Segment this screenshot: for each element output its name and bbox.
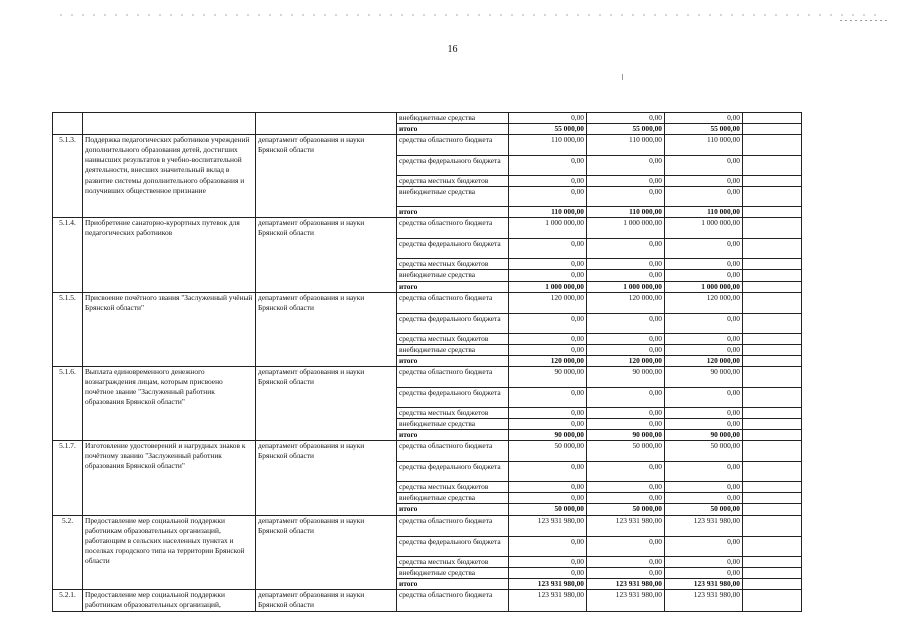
value-cell: 0,00 [665,259,743,270]
funding-source-cell: внебюджетные средства [397,567,509,578]
funding-source-cell: средства местных бюджетов [397,482,509,493]
budget-table-body [53,113,802,612]
item-number-cell: 5.1.7. [53,441,83,515]
value-cell: 50 000,00 [587,441,665,462]
empty-cell [743,567,802,578]
item-name-cell: Предоставление мер социальной поддержки работникам образовательных организаций, [83,589,256,611]
empty-cell [743,556,802,567]
value-cell: 0,00 [509,344,587,355]
value-cell: 120 000,00 [509,292,587,313]
scan-speck [622,74,623,80]
empty-cell [743,124,802,135]
value-cell: 0,00 [665,187,743,207]
funding-source-cell: средства федерального бюджета [397,313,509,333]
empty-cell [743,578,802,589]
value-cell: 50 000,00 [509,441,587,462]
value-cell: 1 000 000,00 [665,218,743,239]
value-cell: 0,00 [509,536,587,556]
empty-cell [743,187,802,207]
empty-cell [743,156,802,176]
empty-cell [743,419,802,430]
executor-cell: департамент образования и науки Брянской области [256,515,397,589]
value-cell: 0,00 [665,333,743,344]
source-row [53,113,802,124]
empty-cell [743,430,802,441]
funding-source-cell: средства местных бюджетов [397,333,509,344]
value-cell: 0,00 [665,567,743,578]
value-cell: 50 000,00 [665,441,743,462]
funding-source-cell: внебюджетные средства [397,270,509,281]
executor-cell: департамент образования и науки Брянской области [256,441,397,515]
item-number-cell: 5.2. [53,515,83,589]
empty-cell [743,366,802,387]
value-cell: 1 000 000,00 [587,281,665,292]
value-cell: 0,00 [587,113,665,124]
value-cell: 123 931 980,00 [587,578,665,589]
value-cell: 0,00 [665,482,743,493]
value-cell: 1 000 000,00 [665,281,743,292]
value-cell: 0,00 [665,462,743,482]
value-cell: 0,00 [587,387,665,407]
item-name-cell: Изготовление удостоверений и нагрудных знаков к почётному званию "Заслуженный работник образования Брянской области" [83,441,256,515]
value-cell: 123 931 980,00 [509,515,587,536]
item-number-cell: 5.1.4. [53,218,83,292]
value-cell: 0,00 [587,344,665,355]
item-row [53,589,802,611]
value-cell: 90 000,00 [509,366,587,387]
source-row [53,135,802,156]
item-number-cell: 5.1.3. [53,135,83,218]
item-number-cell: 5.2.1. [53,589,83,611]
value-cell: 0,00 [509,482,587,493]
value-cell: 0,00 [509,176,587,187]
empty-cell [743,113,802,124]
funding-source-cell: итого [397,578,509,589]
value-cell: 120 000,00 [665,355,743,366]
funding-source-cell: средства областного бюджета [397,292,509,313]
value-cell: 0,00 [509,113,587,124]
value-cell: 0,00 [509,239,587,259]
value-cell: 0,00 [509,156,587,176]
source-row [53,515,802,536]
value-cell: 0,00 [509,387,587,407]
value-cell: 0,00 [665,239,743,259]
executor-cell: департамент образования и науки Брянской области [256,589,397,611]
item-name-cell: Присвоение почётного звания "Заслуженный учёный Брянской области" [83,292,256,366]
value-cell: 0,00 [665,176,743,187]
value-cell: 123 931 980,00 [665,589,743,611]
value-cell: 0,00 [509,493,587,504]
value-cell: 0,00 [665,113,743,124]
value-cell: 50 000,00 [587,504,665,515]
value-cell: 0,00 [587,270,665,281]
funding-source-cell: итого [397,430,509,441]
item-name-cell: Приобретение санаторно-курортных путевок для педагогических работников [83,218,256,292]
value-cell: 0,00 [587,536,665,556]
funding-source-cell: средства местных бюджетов [397,556,509,567]
empty-cell [743,441,802,462]
value-cell: 1 000 000,00 [509,281,587,292]
value-cell: 0,00 [509,187,587,207]
funding-source-cell: итого [397,355,509,366]
empty-cell [743,462,802,482]
value-cell: 120 000,00 [509,355,587,366]
value-cell: 110 000,00 [587,207,665,218]
empty-cell [743,259,802,270]
item-name-cell: Поддержка педагогических работников учреждений дополнительного образования детей, достигших наивысших результатов в учебно-воспитательной деятельности, внесших значительный вклад в развитие системы дополнительного образования и получивших общественное признание [83,135,256,218]
value-cell: 0,00 [587,313,665,333]
funding-source-cell: средства федерального бюджета [397,462,509,482]
value-cell: 110 000,00 [587,135,665,156]
value-cell: 0,00 [665,419,743,430]
value-cell: 0,00 [509,333,587,344]
value-cell: 90 000,00 [509,430,587,441]
item-number-cell [53,113,83,135]
funding-source-cell: средства областного бюджета [397,515,509,536]
value-cell: 123 931 980,00 [665,515,743,536]
value-cell: 90 000,00 [665,430,743,441]
value-cell: 0,00 [509,407,587,418]
value-cell: 0,00 [509,419,587,430]
source-row [53,292,802,313]
funding-source-cell: средства областного бюджета [397,366,509,387]
funding-source-cell: средства федерального бюджета [397,156,509,176]
scan-noise-corner [840,20,890,21]
funding-source-cell: внебюджетные средства [397,419,509,430]
value-cell: 123 931 980,00 [587,589,665,611]
funding-source-cell: средства федерального бюджета [397,387,509,407]
empty-cell [743,292,802,313]
value-cell: 0,00 [665,156,743,176]
value-cell: 0,00 [509,259,587,270]
value-cell: 120 000,00 [587,292,665,313]
funding-source-cell: средства областного бюджета [397,135,509,156]
funding-source-cell: внебюджетные средства [397,187,509,207]
value-cell: 0,00 [587,482,665,493]
funding-source-cell: средства областного бюджета [397,589,509,611]
funding-source-cell: итого [397,124,509,135]
value-cell: 1 000 000,00 [587,218,665,239]
executor-cell: департамент образования и науки Брянской области [256,135,397,218]
funding-source-cell: итого [397,504,509,515]
value-cell: 55 000,00 [587,124,665,135]
executor-cell: департамент образования и науки Брянской области [256,366,397,440]
funding-source-cell: средства местных бюджетов [397,259,509,270]
executor-cell: департамент образования и науки Брянской области [256,292,397,366]
funding-source-cell: средства федерального бюджета [397,239,509,259]
empty-cell [743,589,802,611]
value-cell: 0,00 [587,239,665,259]
value-cell: 123 931 980,00 [665,578,743,589]
empty-cell [743,515,802,536]
value-cell: 90 000,00 [587,430,665,441]
empty-cell [743,135,802,156]
value-cell: 120 000,00 [587,355,665,366]
empty-cell [743,344,802,355]
value-cell: 0,00 [587,493,665,504]
value-cell: 110 000,00 [509,135,587,156]
value-cell: 0,00 [665,556,743,567]
value-cell: 50 000,00 [665,504,743,515]
value-cell: 0,00 [509,270,587,281]
value-cell: 0,00 [665,407,743,418]
value-cell: 0,00 [587,462,665,482]
empty-cell [743,482,802,493]
value-cell: 110 000,00 [665,207,743,218]
value-cell: 0,00 [509,313,587,333]
value-cell: 0,00 [587,259,665,270]
source-row [53,366,802,387]
empty-cell [743,218,802,239]
value-cell: 123 931 980,00 [509,589,587,611]
budget-table [52,112,802,612]
value-cell: 0,00 [587,187,665,207]
source-row [53,441,802,462]
item-name-cell: Выплата единовременного денежного вознаграждения лицам, которым присвоено почётное звание "Заслуженный работник образования Брянской области" [83,366,256,440]
value-cell: 0,00 [665,270,743,281]
page-number: 16 [447,44,458,55]
empty-cell [743,313,802,333]
value-cell: 0,00 [587,419,665,430]
value-cell: 1 000 000,00 [509,218,587,239]
value-cell: 0,00 [665,387,743,407]
item-name-cell [83,113,256,135]
empty-cell [743,270,802,281]
empty-cell [743,493,802,504]
scan-noise-top [60,14,880,16]
value-cell: 0,00 [665,313,743,333]
value-cell: 110 000,00 [509,207,587,218]
funding-source-cell: итого [397,207,509,218]
value-cell: 123 931 980,00 [509,578,587,589]
funding-source-cell: внебюджетные средства [397,344,509,355]
value-cell: 90 000,00 [587,366,665,387]
value-cell: 0,00 [587,333,665,344]
value-cell: 110 000,00 [665,135,743,156]
source-row [53,218,802,239]
empty-cell [743,355,802,366]
value-cell: 0,00 [509,462,587,482]
value-cell: 0,00 [587,156,665,176]
empty-cell [743,407,802,418]
value-cell: 55 000,00 [509,124,587,135]
value-cell: 0,00 [665,536,743,556]
funding-source-cell: итого [397,281,509,292]
value-cell: 0,00 [509,556,587,567]
empty-cell [743,504,802,515]
empty-cell [743,536,802,556]
item-name-cell: Предоставление мер социальной поддержки работникам образовательных организаций, работающим в сельских населенных пунктах и поселках городского типа на территории Брянской области [83,515,256,589]
value-cell: 123 931 980,00 [587,515,665,536]
value-cell: 90 000,00 [665,366,743,387]
value-cell: 0,00 [665,344,743,355]
empty-cell [743,176,802,187]
value-cell: 50 000,00 [509,504,587,515]
executor-cell: департамент образования и науки Брянской области [256,218,397,292]
item-number-cell: 5.1.5. [53,292,83,366]
value-cell: 0,00 [587,556,665,567]
funding-source-cell: средства областного бюджета [397,441,509,462]
funding-source-cell: средства областного бюджета [397,218,509,239]
funding-source-cell: средства федерального бюджета [397,536,509,556]
value-cell: 0,00 [509,567,587,578]
empty-cell [743,387,802,407]
value-cell: 55 000,00 [665,124,743,135]
funding-source-cell: средства местных бюджетов [397,407,509,418]
value-cell: 120 000,00 [665,292,743,313]
empty-cell [743,239,802,259]
funding-source-cell: внебюджетные средства [397,493,509,504]
empty-cell [743,333,802,344]
funding-source-cell: внебюджетные средства [397,113,509,124]
value-cell: 0,00 [587,176,665,187]
value-cell: 0,00 [665,493,743,504]
empty-cell [743,281,802,292]
value-cell: 0,00 [587,407,665,418]
empty-cell [743,207,802,218]
item-number-cell: 5.1.6. [53,366,83,440]
value-cell: 0,00 [587,567,665,578]
executor-cell [256,113,397,135]
funding-source-cell: средства местных бюджетов [397,176,509,187]
